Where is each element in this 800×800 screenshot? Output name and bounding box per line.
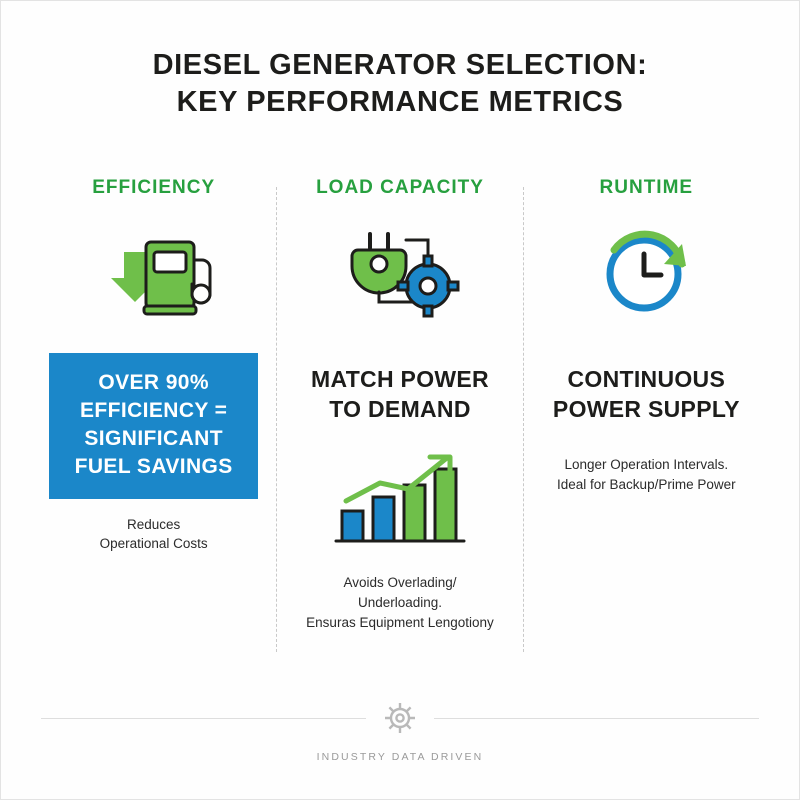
column-runtime (524, 177, 769, 495)
bar-chart-up-icon (289, 441, 510, 553)
column-heading-runtime: RUNTIME (599, 177, 694, 198)
efficiency-highlight: OVER 90% EFFICIENCY = SIGNIFICANT FUEL SAVINGS (49, 353, 258, 499)
runtime-headline (536, 365, 757, 425)
plug-gear-icon (289, 213, 510, 331)
page-title (1, 1, 799, 121)
column-heading-load-capacity: LOAD CAPACITY (316, 177, 484, 198)
load-capacity-note-line-1: Avoids Overlading/ (343, 574, 457, 590)
title-line-1: DIESEL GENERATOR SELECTION: (152, 49, 648, 81)
clock-refresh-icon (536, 213, 757, 331)
runtime-note-line-2: Ideal for Backup/Prime Power (557, 477, 736, 493)
column-load-capacity (277, 177, 522, 634)
fuel-pump-icon (43, 213, 264, 331)
efficiency-note-line-2: Operational Costs (99, 536, 208, 552)
runtime-note (536, 455, 757, 496)
footer-label: INDUSTRY DATA DRIVEN (316, 751, 484, 763)
gear-icon (366, 698, 434, 743)
load-capacity-note (289, 573, 510, 634)
column-efficiency (31, 177, 276, 554)
load-capacity-headline-line-1: MATCH POWER (311, 366, 489, 392)
efficiency-note (43, 515, 264, 554)
column-heading-efficiency: EFFICIENCY (92, 177, 216, 198)
load-capacity-headline (289, 365, 510, 425)
load-capacity-note-line-3: Ensuras Equipment Lengotiony (306, 615, 494, 631)
title-line-2: KEY PERFORMANCE METRICS (176, 86, 624, 119)
runtime-headline-line-1: CONTINUOUS (567, 366, 726, 392)
metrics-columns (31, 177, 769, 652)
load-capacity-note-line-2: Underloading. (357, 595, 443, 611)
footer (41, 698, 759, 763)
runtime-headline-line-2: POWER SUPPLY (552, 395, 740, 422)
load-capacity-headline-line-2: TO DEMAND (329, 395, 471, 422)
efficiency-note-line-1: Reduces (127, 516, 181, 532)
runtime-note-line-1: Longer Operation Intervals. (564, 456, 729, 472)
